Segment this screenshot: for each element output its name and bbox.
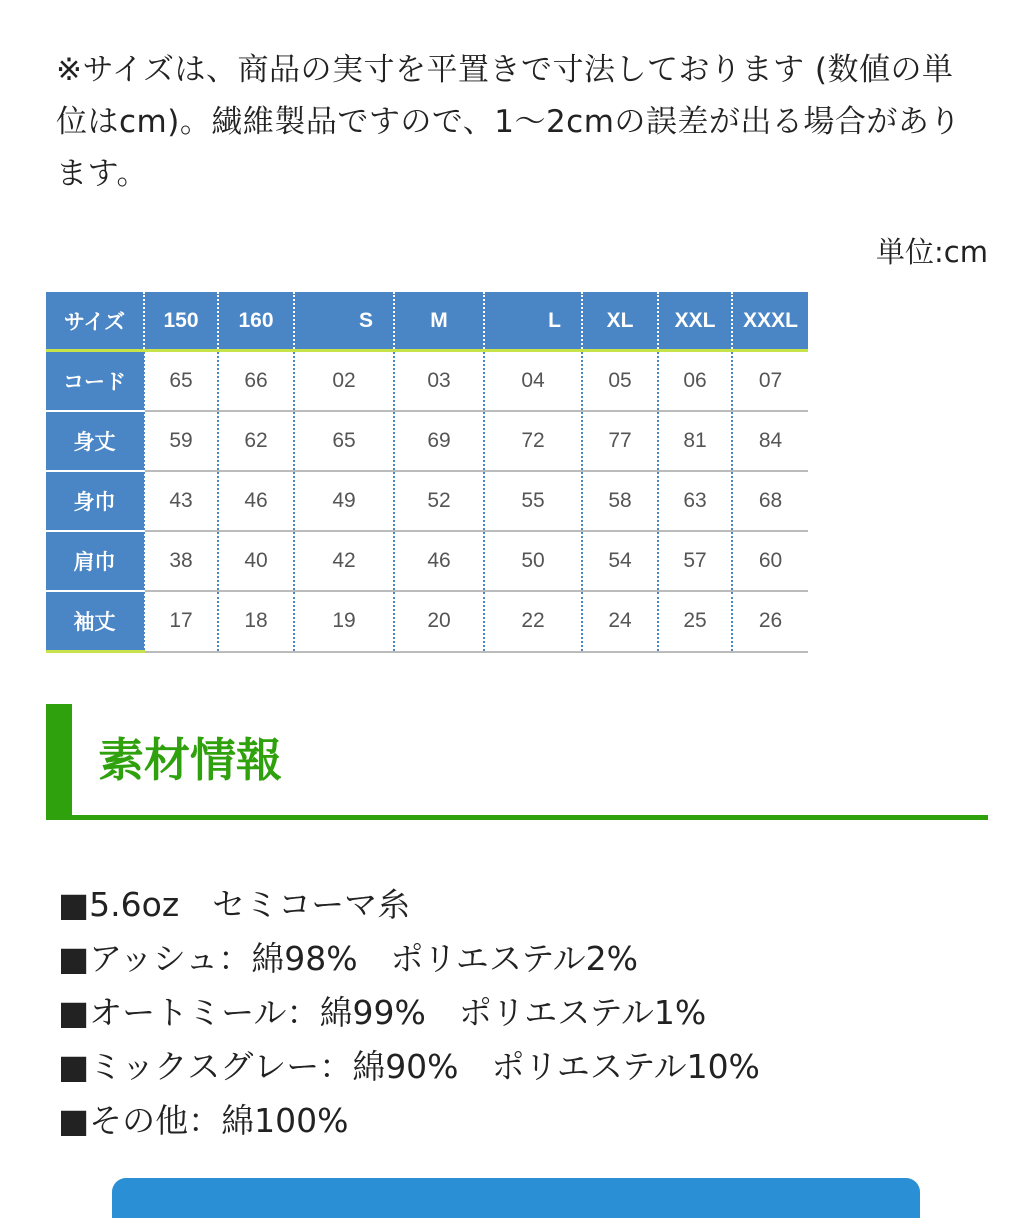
size-note-line: ます。 — [56, 156, 149, 192]
table-cell: 20 — [394, 591, 484, 652]
table-cell: 17 — [144, 591, 218, 652]
table-cell: 58 — [582, 471, 658, 531]
row-header: コード — [46, 351, 144, 412]
table-cell: 05 — [582, 351, 658, 412]
list-item: ■5.6oz セミコーマ糸 — [58, 885, 411, 924]
table-cell: 69 — [394, 411, 484, 471]
table-cell: 50 — [484, 531, 582, 591]
list-item: ■ミックスグレー：綿90% ポリエステル10% — [58, 1047, 760, 1086]
table-row — [46, 351, 808, 412]
table-cell: 54 — [582, 531, 658, 591]
table-cell: 40 — [218, 531, 294, 591]
material-section-header — [46, 704, 988, 820]
column-header: 160 — [218, 292, 294, 351]
column-header: M — [394, 292, 484, 351]
table-cell: 25 — [658, 591, 732, 652]
table-cell: 07 — [732, 351, 808, 412]
table-cell: 18 — [218, 591, 294, 652]
table-cell: 42 — [294, 531, 394, 591]
column-header: サイズ — [46, 292, 144, 351]
column-header: XXL — [658, 292, 732, 351]
table-cell: 66 — [218, 351, 294, 412]
list-item: ■オートミール：綿99% ポリエステル1% — [58, 993, 707, 1032]
materials-list — [58, 878, 760, 1148]
row-header: 身巾 — [46, 471, 144, 531]
table-cell: 81 — [658, 411, 732, 471]
unit-label: 単位:cm — [876, 235, 988, 269]
column-header: S — [294, 292, 394, 351]
table-cell: 65 — [144, 351, 218, 412]
table-cell: 77 — [582, 411, 658, 471]
size-note — [56, 44, 986, 200]
table-row — [46, 591, 808, 652]
list-item: ■アッシュ：綿98% ポリエステル2% — [58, 939, 638, 978]
table-row — [46, 531, 808, 591]
size-table-header-row — [46, 292, 808, 351]
table-cell: 24 — [582, 591, 658, 652]
table-cell: 49 — [294, 471, 394, 531]
table-cell: 60 — [732, 531, 808, 591]
table-cell: 22 — [484, 591, 582, 652]
table-cell: 68 — [732, 471, 808, 531]
list-item: ■その他：綿100% — [58, 1101, 349, 1140]
row-header: 身丈 — [46, 411, 144, 471]
table-cell: 59 — [144, 411, 218, 471]
table-cell: 65 — [294, 411, 394, 471]
table-cell: 04 — [484, 351, 582, 412]
table-cell: 84 — [732, 411, 808, 471]
table-cell: 38 — [144, 531, 218, 591]
table-cell: 57 — [658, 531, 732, 591]
column-header: XXXL — [732, 292, 808, 351]
size-note-line: 位はcm)。繊維製品ですので、1〜2cmの誤差が出る場合があり — [56, 104, 961, 140]
section-title: 素材情報 — [98, 733, 282, 787]
table-cell: 19 — [294, 591, 394, 652]
action-button[interactable] — [112, 1178, 920, 1218]
table-cell: 06 — [658, 351, 732, 412]
row-header: 袖丈 — [46, 591, 144, 652]
table-cell: 26 — [732, 591, 808, 652]
table-row — [46, 411, 808, 471]
table-cell: 52 — [394, 471, 484, 531]
size-note-line: ※サイズは、商品の実寸を平置きで寸法しております (数値の単 — [56, 52, 954, 88]
table-cell: 43 — [144, 471, 218, 531]
table-cell: 03 — [394, 351, 484, 412]
table-row — [46, 471, 808, 531]
table-cell: 72 — [484, 411, 582, 471]
column-header: XL — [582, 292, 658, 351]
table-cell: 63 — [658, 471, 732, 531]
size-table — [46, 292, 808, 653]
table-cell: 02 — [294, 351, 394, 412]
column-header: 150 — [144, 292, 218, 351]
table-cell: 46 — [218, 471, 294, 531]
row-header: 肩巾 — [46, 531, 144, 591]
table-cell: 62 — [218, 411, 294, 471]
column-header: L — [484, 292, 582, 351]
table-cell: 46 — [394, 531, 484, 591]
table-cell: 55 — [484, 471, 582, 531]
